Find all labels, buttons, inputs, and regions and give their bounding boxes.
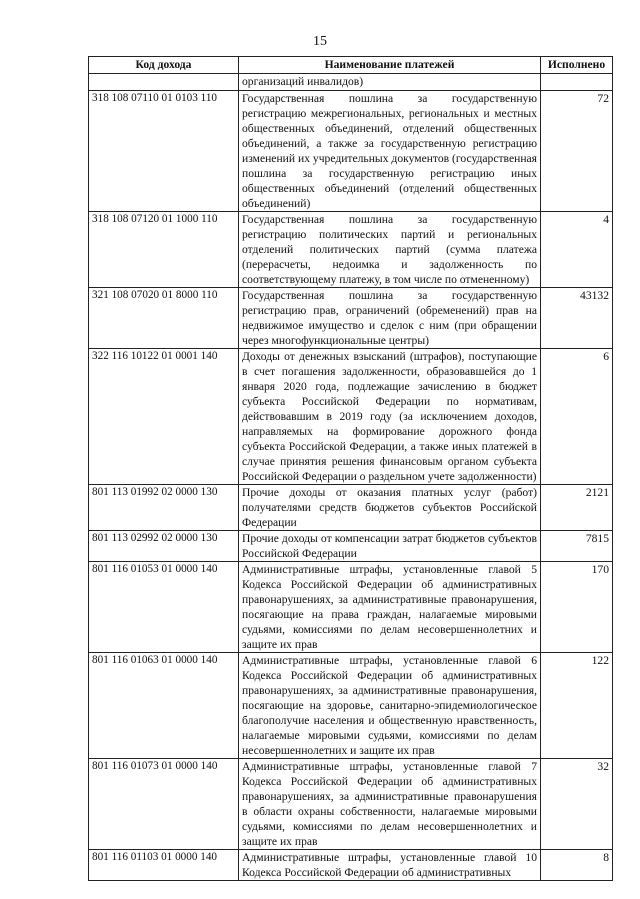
table-cell-value: 6 xyxy=(541,349,613,485)
table-cell-code: 318 108 07110 01 0103 110 xyxy=(89,91,239,212)
table-cell-name: организаций инвалидов) xyxy=(239,74,541,91)
column-header-value: Исполнено xyxy=(541,57,613,74)
table-cell-name: Административные штрафы, установленные главой 7 Кодекса Российской Федерации об административных правонарушениях, за административные правонарушения в области охраны собственности, налагаемые мировыми судьями, комиссиями по делам несовершеннолетних и защите их прав xyxy=(239,759,541,850)
table-cell-name: Государственная пошлина за государственную регистрацию политических партий и региональных отделений политических партий (сумма платежа (перерасчеты, недоимка и задолженность по соответствующему платежу, в том числе по отмененному) xyxy=(239,212,541,288)
table-cell-code: 801 113 01992 02 0000 130 xyxy=(89,485,239,531)
table-cell-code: 318 108 07120 01 1000 110 xyxy=(89,212,239,288)
table-cell-name: Прочие доходы от оказания платных услуг (работ) получателями средств бюджетов субъектов Российской Федерации xyxy=(239,485,541,531)
table-cell-value: 2121 xyxy=(541,485,613,531)
table-cell-code: 801 113 02992 02 0000 130 xyxy=(89,531,239,562)
table-row xyxy=(89,562,613,653)
table-row xyxy=(89,485,613,531)
table-cell-name: Административные штрафы, установленные главой 10 Кодекса Российской Федерации об административных xyxy=(239,850,541,881)
table-cell-name: Прочие доходы от компенсации затрат бюджетов субъектов Российской Федерации xyxy=(239,531,541,562)
table-cell-name: Административные штрафы, установленные главой 5 Кодекса Российской Федерации об административных правонарушениях, за административные правонарушения, посягающие на права граждан, налагаемые мировыми судьями, комиссиями по делам несовершеннолетних и защите их прав xyxy=(239,562,541,653)
table-row-continuation xyxy=(89,74,613,91)
table-cell-name: Государственная пошлина за государственную регистрацию прав, ограничений (обременений) прав на недвижимое имущество и сделок с ним (при обращении через многофункциональные центры) xyxy=(239,288,541,349)
table-cell-code: 321 108 07020 01 8000 110 xyxy=(89,288,239,349)
table-cell-value: 4 xyxy=(541,212,613,288)
table-row xyxy=(89,850,613,881)
column-header-code: Код дохода xyxy=(89,57,239,74)
table-cell-value: 72 xyxy=(541,91,613,212)
table-cell-code: 801 116 01053 01 0000 140 xyxy=(89,562,239,653)
page-number: 15 xyxy=(313,34,327,49)
table-cell-value xyxy=(541,74,613,91)
table-cell-name: Государственная пошлина за государственную регистрацию межрегиональных, региональных и местных общественных объединений, отделений общественных объединений, а также за государственную регистрацию изменений их учредительных документов (государственная пошлина за государственную регистрацию иных общественных объединений (отделений общественных объединений) xyxy=(239,91,541,212)
column-header-name: Наименование платежей xyxy=(239,57,541,74)
table-cell-value: 170 xyxy=(541,562,613,653)
table-cell-name: Доходы от денежных взысканий (штрафов), поступающие в счет погашения задолженности, образовавшейся до 1 января 2020 года, подлежащие зачислению в бюджет субъекта Российской Федерации по нормативам, действовавшим в 2019 году (за исключением доходов, направляемых на формирование дорожного фонда субъекта Российской Федерации, а также иных платежей в случае принятия решения финансовым органом субъекта Российской Федерации о раздельном учете задолженности) xyxy=(239,349,541,485)
table-row xyxy=(89,759,613,850)
table-row xyxy=(89,288,613,349)
table-cell-value: 7815 xyxy=(541,531,613,562)
table-cell-code xyxy=(89,74,239,91)
table-cell-value: 32 xyxy=(541,759,613,850)
table-cell-code: 322 116 10122 01 0001 140 xyxy=(89,349,239,485)
table-row xyxy=(89,653,613,759)
table-row xyxy=(89,91,613,212)
table-row xyxy=(89,531,613,562)
revenue-table xyxy=(88,56,613,881)
table-row xyxy=(89,349,613,485)
table-cell-value: 122 xyxy=(541,653,613,759)
table-cell-code: 801 116 01073 01 0000 140 xyxy=(89,759,239,850)
table-cell-value: 43132 xyxy=(541,288,613,349)
table-header-row xyxy=(89,57,613,74)
table-cell-code: 801 116 01103 01 0000 140 xyxy=(89,850,239,881)
table-cell-name: Административные штрафы, установленные главой 6 Кодекса Российской Федерации об административных правонарушениях, за административные правонарушения, посягающие на здоровье, санитарно-эпидемиологическое благополучие населения и общественную нравственность, налагаемые мировыми судьями, комиссиями по делам несовершеннолетних и защите их прав xyxy=(239,653,541,759)
table-row xyxy=(89,212,613,288)
table-cell-value: 8 xyxy=(541,850,613,881)
table-cell-code: 801 116 01063 01 0000 140 xyxy=(89,653,239,759)
